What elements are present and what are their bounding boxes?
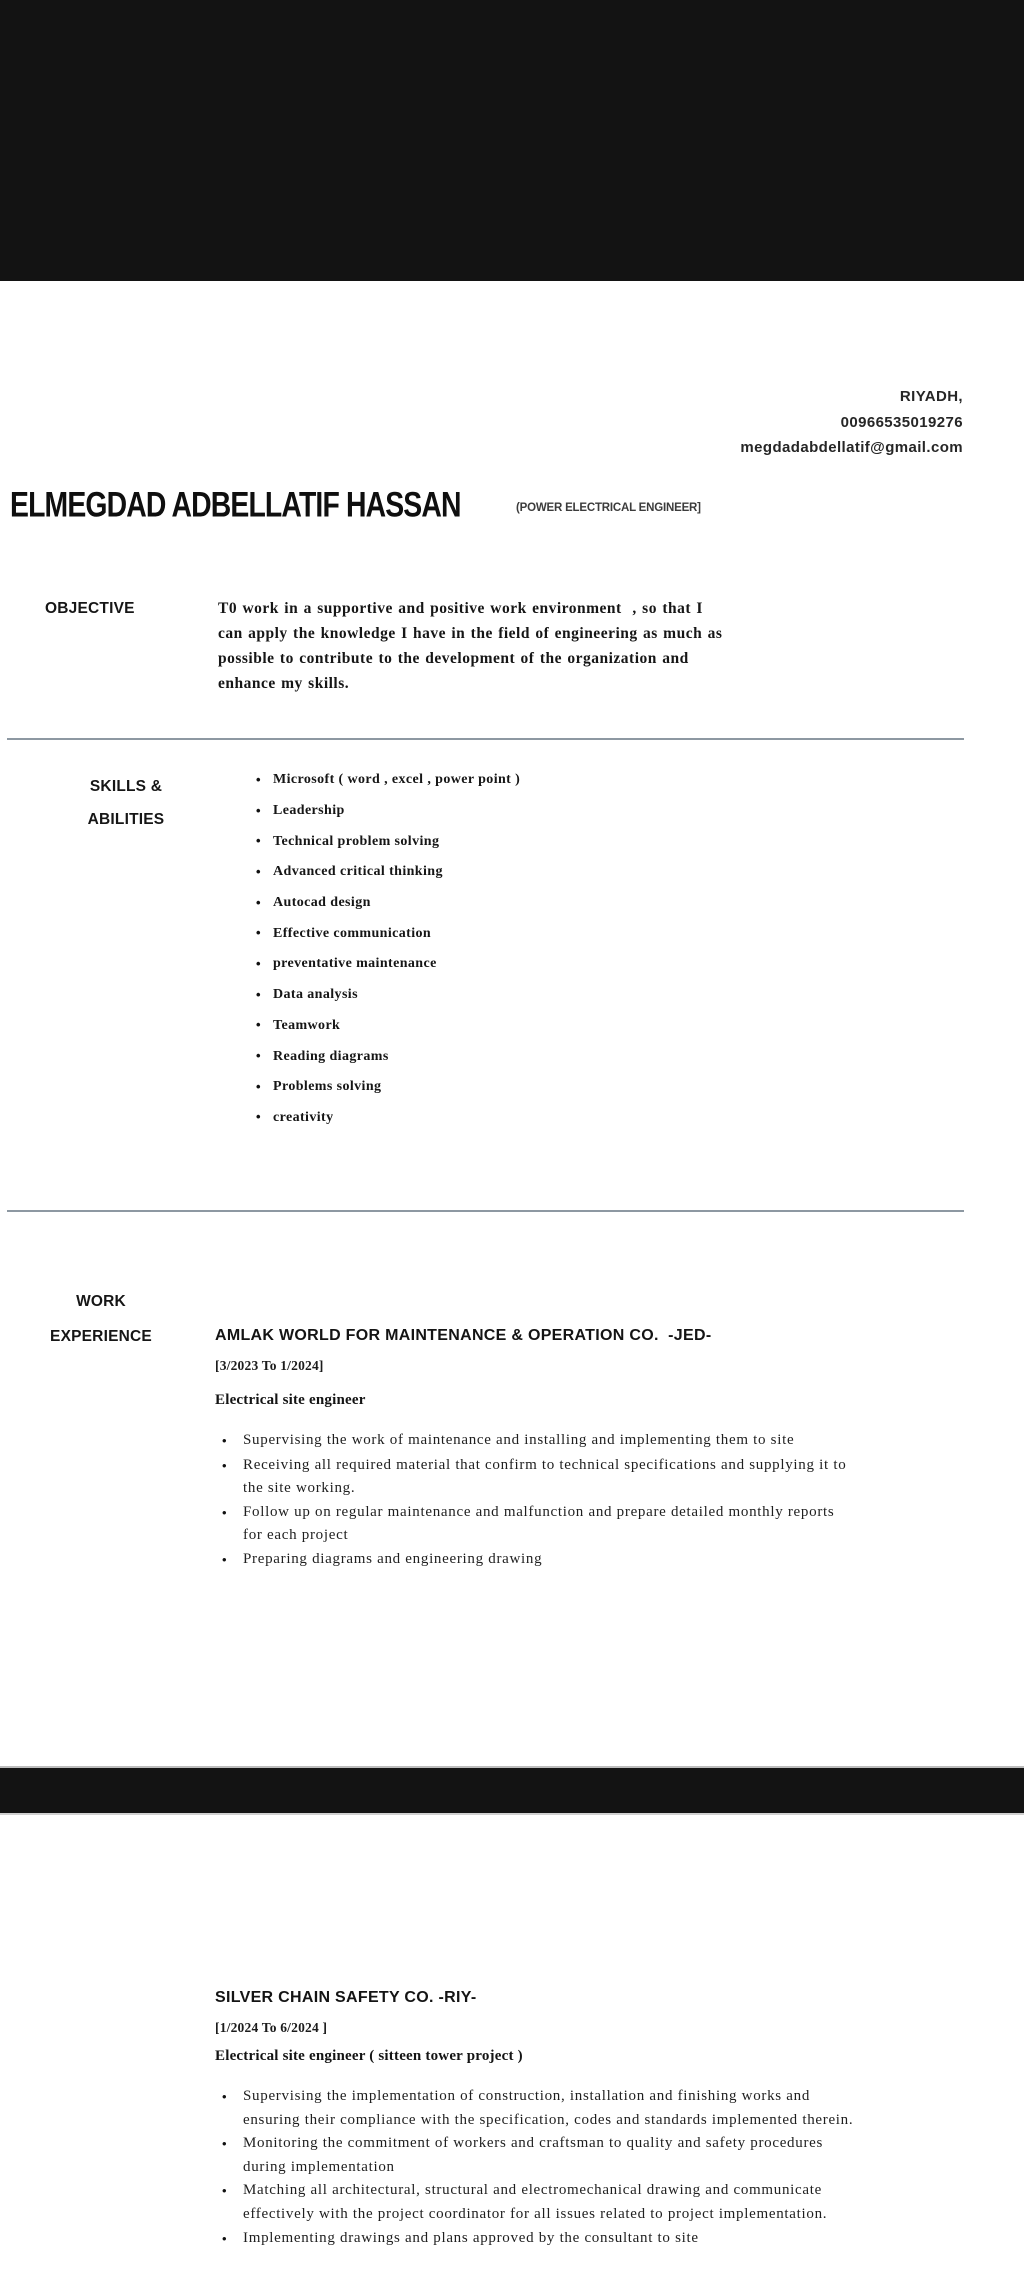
contact-block (740, 384, 963, 461)
work-experience-heading (35, 1285, 167, 1354)
bullet-icon (222, 2179, 243, 2226)
skill-item (256, 1072, 520, 1103)
job1-role: Electrical site engineer (215, 1392, 366, 1408)
job-bullet (222, 2132, 853, 2179)
bullet-icon (222, 1501, 243, 1548)
bullet-line: Matching all architectural, structural and electromechanical drawing and communicate (243, 2182, 822, 2199)
job-bullet (222, 2179, 853, 2226)
candidate-name: ELMEGDAD ADBELLATIF HASSAN (10, 484, 461, 524)
job-bullet (222, 1429, 846, 1454)
skills-list (256, 765, 520, 1133)
contact-email: megdadabdellatif@gmail.com (740, 439, 963, 456)
job1-company: AMLAK WORLD FOR MAINTENANCE & OPERATION CO. -JED- (215, 1327, 712, 1344)
bullet-line: Follow up on regular maintenance and malfunction and prepare detailed monthly reports (243, 1503, 835, 1520)
bullet-line: Supervising the work of maintenance and installing and implementing them to site (243, 1432, 795, 1448)
job1-dates: [3/2023 To 1/2024] (215, 1358, 324, 1373)
skill-item (256, 949, 520, 980)
bullet-icon (222, 2227, 243, 2252)
skill-item (256, 1103, 520, 1134)
bullet-line: for each project (243, 1527, 349, 1544)
bullet-icon (222, 1548, 243, 1573)
job-bullet (222, 1501, 846, 1548)
section-divider (7, 738, 964, 740)
objective-line: enhance my skills. (218, 675, 350, 692)
skill-item (256, 918, 520, 949)
skill-item (256, 1011, 520, 1042)
contact-city: RIYADH, (899, 388, 963, 405)
bullet-icon (256, 772, 273, 789)
bullet-line: the site working. (243, 1480, 356, 1497)
bullet-icon (256, 1079, 273, 1096)
skill-label: creativity (273, 1109, 334, 1125)
objective-heading: OBJECTIVE (45, 600, 135, 617)
job2-role: Electrical site engineer ( sitteen tower project ) (215, 2048, 523, 2064)
bullet-icon (256, 987, 273, 1004)
skill-item (256, 826, 520, 857)
skill-item (256, 980, 520, 1011)
skill-label: Problems solving (273, 1079, 382, 1095)
skills-heading-line2: ABILITIES (87, 811, 165, 828)
bullet-line: effectively with the project coordinator for all issues related to project implementation. (243, 2205, 828, 2222)
skill-label: Teamwork (273, 1017, 341, 1033)
bullet-icon (256, 803, 273, 820)
job2-bullet-list (222, 2085, 853, 2251)
section-divider (7, 1210, 964, 1212)
bullet-line: Receiving all required material that confirm to technical specifications and supplying it to (243, 1456, 847, 1473)
job2-company: SILVER CHAIN SAFETY CO. -RIY- (215, 1989, 477, 2006)
bullet-icon (256, 1109, 273, 1126)
bullet-line: Implementing drawings and plans approved by the consultant to site (243, 2229, 699, 2246)
skill-label: Technical problem solving (273, 833, 440, 849)
job-bullet (222, 1548, 846, 1573)
skill-item (256, 796, 520, 827)
bullet-icon (256, 895, 273, 912)
skill-item (256, 765, 520, 796)
bullet-line: Supervising the implementation of construction, installation and finishing works and (243, 2088, 811, 2104)
bullet-icon (256, 1048, 273, 1065)
skill-item (256, 857, 520, 888)
bullet-icon (222, 2132, 243, 2179)
skill-item (256, 1041, 520, 1072)
skill-label: Data analysis (273, 987, 358, 1003)
bullet-icon (222, 1454, 243, 1501)
skill-label: Effective communication (273, 925, 432, 941)
page-break-black-bar (0, 1766, 1024, 1815)
top-black-bar (0, 0, 1024, 281)
bullet-icon (256, 864, 273, 881)
skills-heading-line1: SKILLS & (89, 778, 163, 795)
bullet-line: Preparing diagrams and engineering drawing (243, 1550, 543, 1567)
skill-item (256, 888, 520, 919)
skill-label: preventative maintenance (273, 956, 437, 972)
bullet-icon (222, 2085, 243, 2132)
bullet-icon (256, 956, 273, 973)
bullet-icon (256, 925, 273, 942)
skill-label: Advanced critical thinking (273, 864, 443, 880)
job-bullet (222, 2085, 853, 2132)
objective-line: can apply the knowledge I have in the field of engineering as much as (218, 625, 723, 642)
bullet-icon (256, 1017, 273, 1034)
skills-heading (60, 770, 192, 836)
job1-bullet-list (222, 1429, 846, 1573)
objective-line: T0 work in a supportive and positive work environment , so that I (218, 600, 703, 617)
contact-phone: 00966535019276 (840, 413, 963, 431)
bullet-line: Monitoring the commitment of workers and craftsman to quality and safety procedures (243, 2135, 824, 2152)
job2-dates: [1/2024 To 6/2024 ] (215, 2020, 328, 2035)
skill-label: Autocad design (273, 895, 371, 911)
bullet-line: ensuring their compliance with the specification, codes and standards implemented therein. (243, 2111, 854, 2128)
work-heading-line2: EXPERIENCE (50, 1327, 152, 1345)
work-heading-line1: WORK (76, 1293, 126, 1310)
candidate-job-title: (POWER ELECTRICAL ENGINEER] (516, 502, 701, 514)
skill-label: Reading diagrams (273, 1048, 389, 1064)
bullet-line: during implementation (243, 2158, 395, 2175)
objective-text (218, 596, 722, 696)
bullet-icon (222, 1429, 243, 1454)
objective-line: possible to contribute to the development of the organization and (218, 650, 689, 667)
job-bullet (222, 2227, 853, 2252)
skill-label: Microsoft ( word , excel , power point ) (273, 772, 521, 788)
job-bullet (222, 1454, 846, 1501)
bullet-icon (256, 833, 273, 850)
skill-label: Leadership (273, 803, 345, 819)
